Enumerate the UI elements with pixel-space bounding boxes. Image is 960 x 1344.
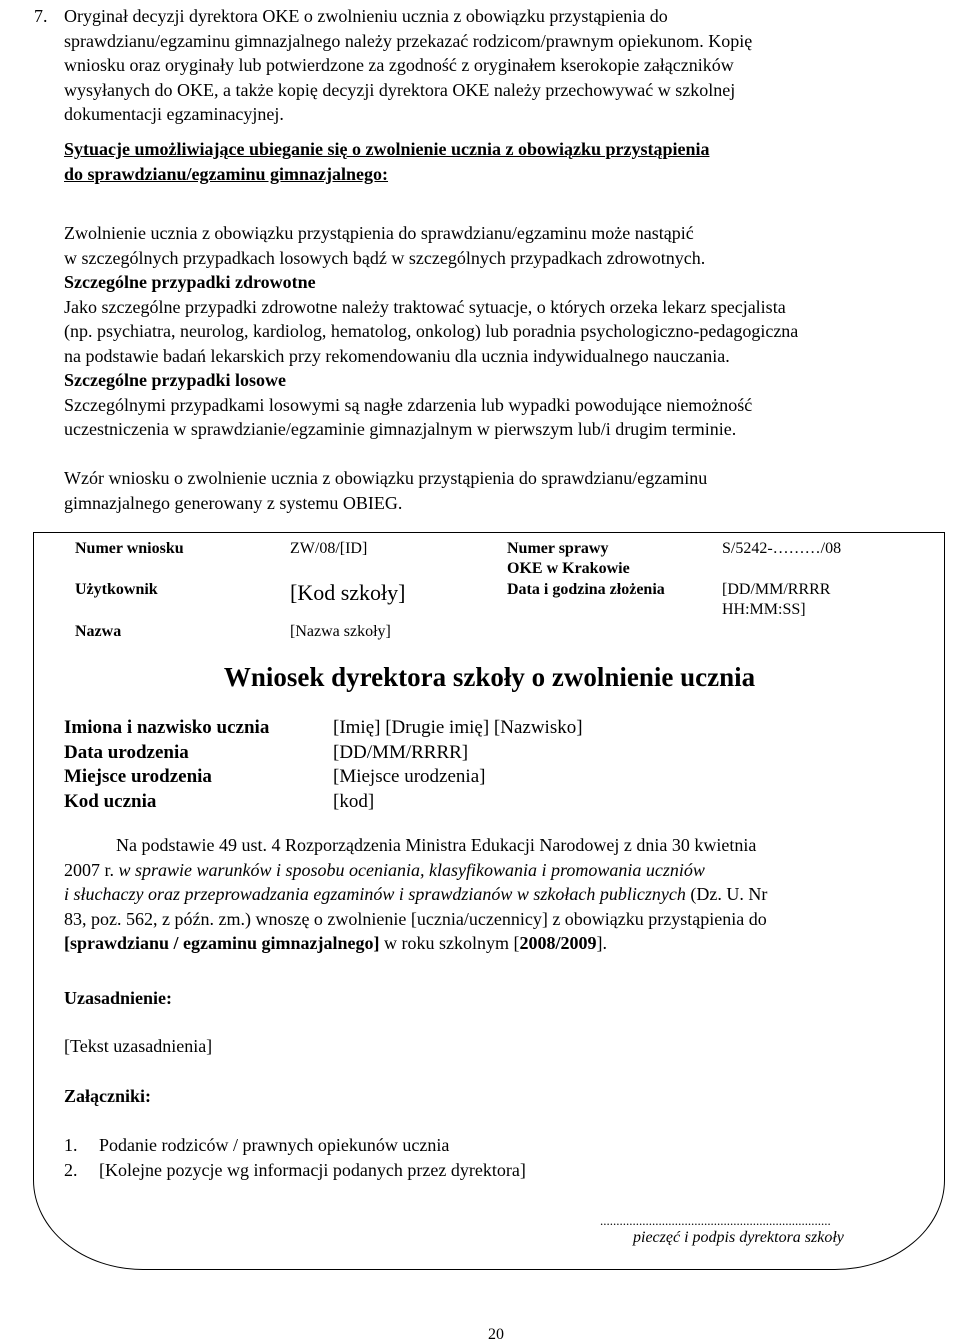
text-line: na podstawie badań lekarskich przy rekomendowaniu dla ucznia indywidualnego nauczania. [64,345,730,366]
list-number: 7. [34,6,48,26]
student-labels [64,716,269,814]
heading-line: Sytuacje umożliwiające ubieganie się o zwolnienie ucznia z obowiązku przystąpienia [64,139,710,159]
heading-line: do sprawdzianu/egzaminu gimnazjalnego: [64,163,389,184]
data-zlozenia-label: Data i godzina złożenia [507,581,665,598]
label-line: Numer sprawy [507,540,609,557]
regulation-title: i słuchaczy oraz przeprowadzania egzaminów i sprawdzianów w szkołach publicznych [64,884,686,904]
text-line: Na podstawie 49 ust. 4 Rozporządzenia Ministra Edukacji Narodowej z dnia 30 kwietnia [116,835,757,855]
uzasadnienie-label: Uzasadnienie: [64,988,172,1008]
text-line: Wzór wniosku o zwolnienie ucznia z obowiązku przystąpienia do sprawdzianu/egzaminu [64,468,708,488]
text-line: uczestniczenia w sprawdzianie/egzaminie gimnazjalnym w pierwszym lub/i drugim terminie. [64,419,737,439]
health-subheading: Szczególne przypadki zdrowotne [64,272,316,292]
numer-wniosku-label: Numer wniosku [75,540,184,557]
numer-wniosku-value: ZW/08/[ID] [290,540,368,557]
field-value: [Imię] [Drugie imię] [Nazwisko] [333,717,583,738]
text-line: (np. psychiatra, neurolog, kardiolog, hematolog, onkolog) lub poradnia psychologiczno-pedagogiczna [64,321,799,341]
list-number: 2. [64,1159,78,1180]
uzytkownik-label: Użytkownik [75,581,158,598]
text-line: w szczególnych przypadkach losowych bądź w szczególnych przypadkach zdrowotnych. [64,247,706,268]
list-text: Podanie rodziców / prawnych opiekunów ucznia [99,1135,450,1155]
page-number: 20 [488,1326,504,1343]
field-value: [kod] [333,790,375,812]
student-values [333,716,583,814]
nazwa-value: [Nazwa szkoły] [290,623,391,640]
uzytkownik-value: [Kod szkoły] [290,580,406,605]
regulation-title: w sprawie warunków i sposobu oceniania, klasyfikowania i promowania uczniów [118,859,705,880]
nazwa-label: Nazwa [75,623,122,640]
text-line: gimnazjalnego generowany z systemu OBIEG. [64,492,403,513]
text-line [64,858,930,883]
field-label: Imiona i nazwisko ucznia [64,717,270,738]
text-span: ]. [596,933,608,953]
field-label: Miejsce urodzenia [64,766,212,787]
field-label: Data urodzenia [64,741,189,763]
field-label: Kod ucznia [64,790,157,812]
list-number: 1. [64,1135,78,1155]
list-text: [Kolejne pozycje wg informacji podanych przez dyrektora] [99,1159,526,1180]
list-item [64,1158,526,1183]
value-line: HH:MM:SS] [722,601,806,618]
value-line: [DD/MM/RRRR [722,581,831,598]
text-line: Zwolnienie ucznia z obowiązku przystąpienia do sprawdzianu/egzaminu może nastąpić [64,223,694,243]
signature-caption: pieczęć i podpis dyrektora szkoły [633,1229,844,1246]
text-line: dokumentacji egzaminacyjnej. [64,104,284,124]
label-line: OKE w Krakowie [507,560,630,577]
text-span: w roku szkolnym [ [379,933,520,953]
uzasadnienie-value: [Tekst uzasadnienia] [64,1036,213,1056]
intro-paragraph [34,4,930,127]
text-line [64,931,930,956]
zalaczniki-label: Załączniki: [64,1086,152,1106]
section-heading [64,137,930,186]
text-line: wysyłanych do OKE, a także kopię decyzji dyrektora OKE należy przechowywać w szkolnej [64,79,736,100]
text-line: Oryginał decyzji dyrektora OKE o zwolnieniu ucznia z obowiązku przystąpienia do [64,6,668,26]
template-note [64,466,930,515]
text-span: (Dz. U. Nr [685,884,768,904]
data-zlozenia-value [722,580,830,620]
text-line [64,882,930,907]
exam-type: [sprawdzianu / egzaminu gimnazjalnego] [64,933,380,953]
text-line: sprawdzianu/egzaminu gimnazjalnego należy przekazać rodzicom/prawnym opiekunom. Kopię [64,30,753,51]
school-year: 2008/2009 [519,933,597,953]
text-line: Jako szczególne przypadki zdrowotne należy traktować sytuacje, o których orzeka lekarz specjalista [64,296,786,317]
text-line: 83, poz. 562, z późn. zm.) wnoszę o zwolnienie [ucznia/uczennicy] z obowiązku przystąpienia do [64,908,767,929]
signature-line: ....................................................................... [600,1213,831,1228]
numer-sprawy-label [507,539,630,579]
text-line: wniosku oraz oryginały lub potwierdzone za zgodność z oryginałem kserokopie załączników [64,55,734,75]
form-title: Wniosek dyrektora szkoły o zwolnienie ucznia [223,662,756,692]
situations-body [64,221,930,442]
field-value: [DD/MM/RRRR] [333,741,469,763]
text-span: 2007 r. [64,859,119,880]
random-subheading: Szczególne przypadki losowe [64,370,286,390]
numer-sprawy-value: S/5242-………/08 [722,540,842,557]
list-item [64,1133,526,1158]
legal-basis [64,833,930,956]
attachments-list [64,1133,526,1182]
field-value: [Miejsce urodzenia] [333,766,486,787]
text-line: Szczególnymi przypadkami losowymi są nagłe zdarzenia lub wypadki powodujące niemożność [64,394,753,415]
